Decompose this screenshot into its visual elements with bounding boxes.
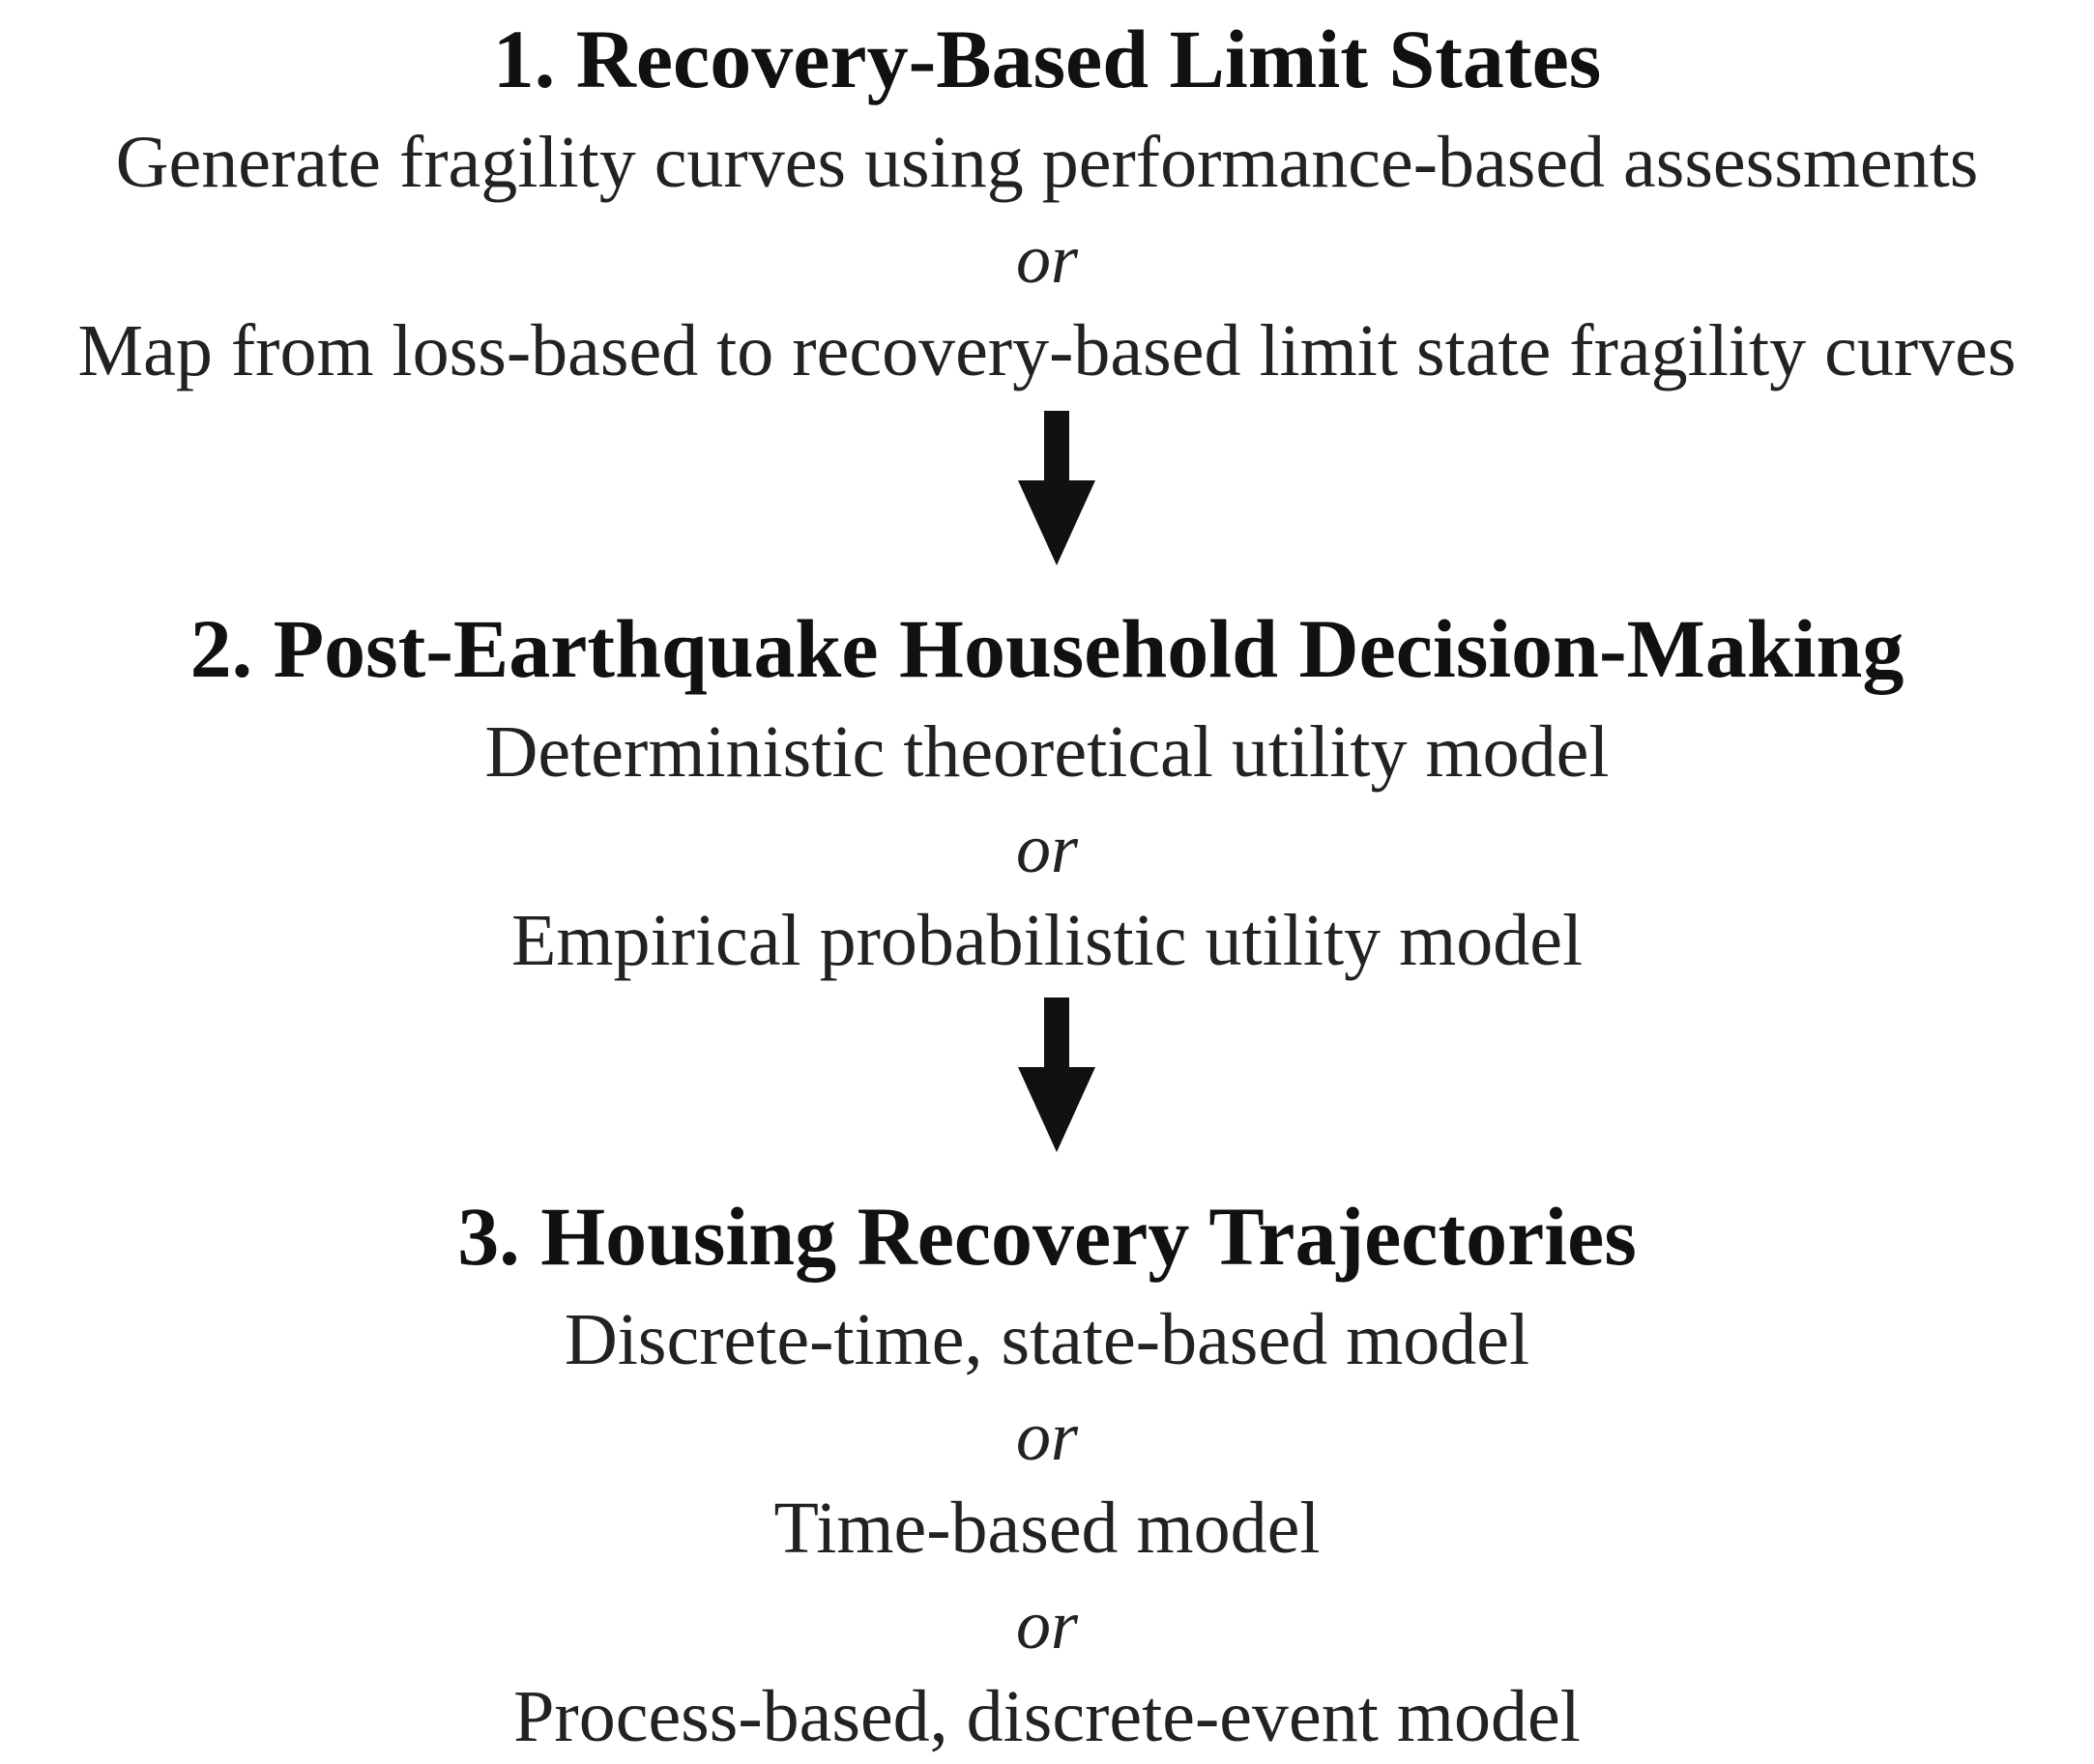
step-1-or-separator: or (1015, 220, 1079, 298)
step-2-or-separator: or (1015, 810, 1079, 887)
step-3-option-3: Process-based, discrete-event model (513, 1676, 1581, 1757)
arrow-down-icon (1013, 998, 1100, 1152)
step-3-or-separator: or (1015, 1398, 1079, 1475)
step-1-option-1: Generate fragility curves using performance-based assessments (115, 122, 1979, 203)
step-2-title: 2. Post-Earthquake Household Decision-Making (189, 602, 1905, 695)
step-3-or-separator: or (1015, 1586, 1079, 1663)
step-3-title: 3. Housing Recovery Trajectories (457, 1190, 1637, 1283)
step-3-option-1: Discrete-time, state-based model (564, 1299, 1530, 1380)
step-2-option-1: Deterministic theoretical utility model (484, 711, 1610, 793)
step-1-title: 1. Recovery-Based Limit States (492, 13, 1602, 105)
step-3-option-2: Time-based model (773, 1488, 1321, 1569)
step-2-option-2: Empirical probabilistic utility model (510, 900, 1584, 981)
step-1-option-2: Map from loss-based to recovery-based limit state fragility curves (77, 310, 2017, 391)
arrow-down-icon (1013, 411, 1100, 565)
